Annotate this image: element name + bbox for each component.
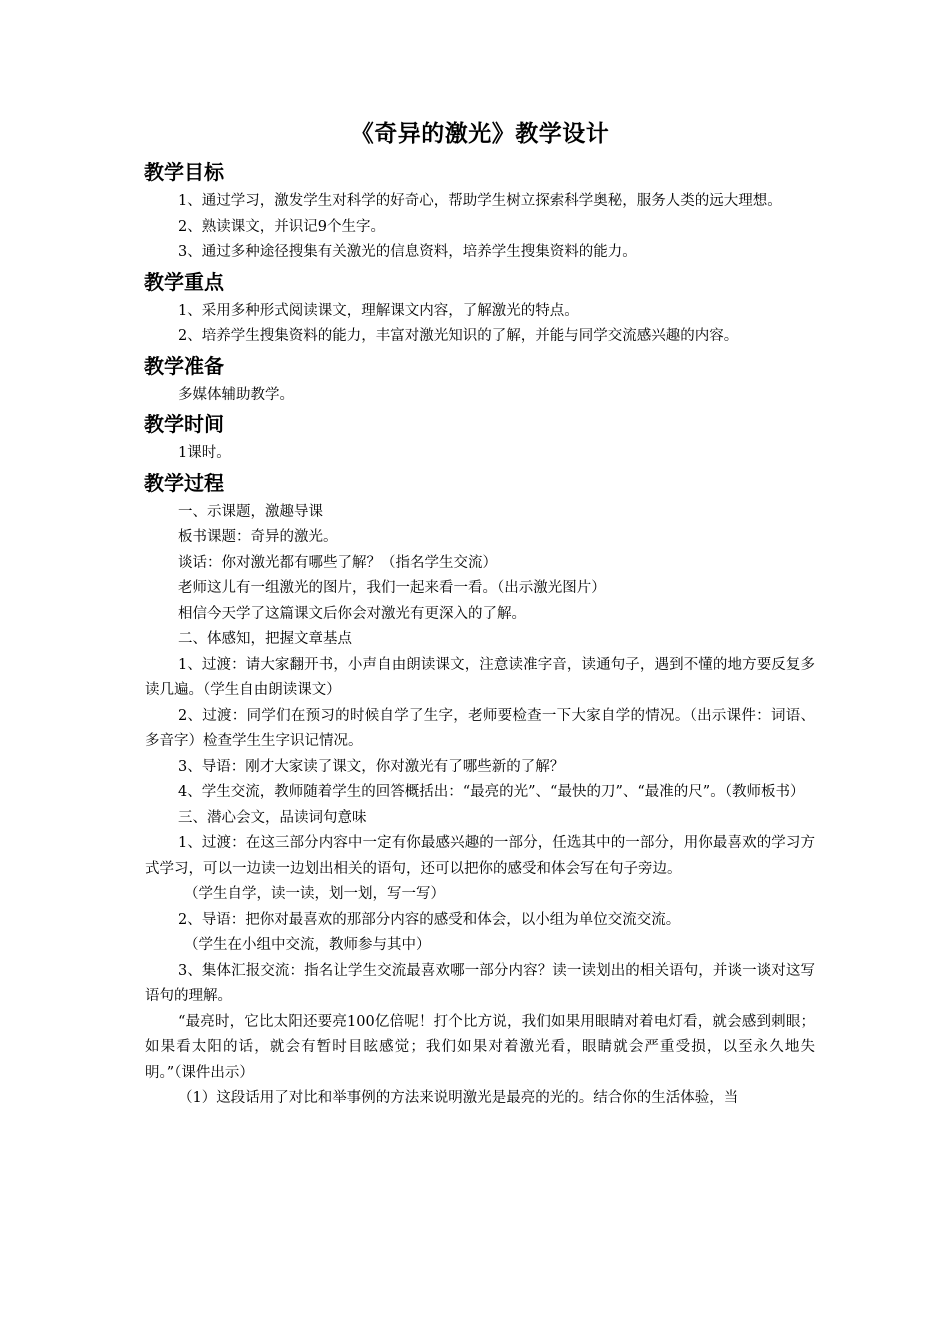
paragraph: 板书课题：奇异的激光。 (178, 529, 338, 545)
section-heading-process: 教学过程 (144, 470, 224, 495)
paragraph: 2、熟读课文，并识记9个生字。 (178, 218, 385, 235)
paragraph: （学生在小组中交流，教师参与其中） (184, 937, 431, 953)
paragraph: 3、通过多种途径搜集有关激光的信息资料，培养学生搜集资料的能力。 (178, 244, 637, 260)
document-page (145, 118, 815, 1112)
section-heading-goals: 教学目标 (144, 160, 224, 184)
paragraph: “最亮时，它比太阳还要亮100亿倍呢！打个比方说，我们如果用眼睛对着电灯看，就会感到刺眼；如果看太阳的话，就会有暂时目眩感觉；我们如果对着激光看，眼睛就会严重受损，以至永久地失明。”（课件出示） (145, 1013, 815, 1081)
paragraph: 3、导语：刚才大家读了课文，你对激光有了哪些新的了解？ (178, 758, 565, 775)
paragraph: 1、过渡：请大家翻开书，小声自由朗读课文，注意读准字音，读通句子，遇到不懂的地方要反复多读几遍。（学生自由朗读课文） (145, 656, 815, 698)
section-heading-time: 教学时间 (144, 412, 224, 436)
section-heading-key-points: 教学重点 (144, 269, 224, 294)
paragraph: 三、潜心会文，品读词句意味 (178, 809, 367, 826)
paragraph: 1、过渡：在这三部分内容中一定有你最感兴趣的一部分，任选其中的一部分，用你最喜欢的学习方式学习，可以一边读一边划出相关的语句，还可以把你的感受和体会写在句子旁边。 (145, 835, 815, 877)
paragraph: 1、采用多种形式阅读课文，理解课文内容，了解激光的特点。 (178, 302, 579, 319)
paragraph: 2、导语：把你对最喜欢的那部分内容的感受和体会，以小组为单位交流交流。 (178, 911, 681, 928)
section-heading-preparation: 教学准备 (144, 353, 224, 378)
paragraph: 2、培养学生搜集资料的能力，丰富对激光知识的了解，并能与同学交流感兴趣的内容。 (178, 328, 739, 344)
paragraph: 2、过渡：同学们在预习的时候自学了生字，老师要检查一下大家自学的情况。（出示课件：词语、多音字）检查学生生字识记情况。 (145, 707, 815, 749)
paragraph: 4、学生交流，教师随着学生的回答概括出：“最亮的光”、“最快的刀”、“最准的尺”。（教师板书） (178, 784, 805, 800)
paragraph: （1）这段话用了对比和举事例的方法来说明激光是最亮的光的。结合你的生活体验，当 (178, 1090, 739, 1106)
paragraph: 谈话：你对激光都有哪些了解？（指名学生交流） (178, 554, 497, 571)
paragraph: 1、通过学习，激发学生对科学的好奇心，帮助学生树立探索科学奥秘，服务人类的远大理想。 (178, 193, 782, 209)
paragraph: 相信今天学了这篇课文后你会对激光有更深入的了解。 (178, 605, 526, 622)
document-title: 《奇异的激光》教学设计 (350, 121, 610, 147)
paragraph: 老师这儿有一组激光的图片，我们一起来看一看。（出示激光图片） (178, 580, 606, 596)
paragraph: 二、体感知，把握文章基点 (178, 631, 352, 647)
paragraph: 一、示课题，激趣导课 (178, 503, 323, 520)
paragraph: （学生自学，读一读，划一划，写一写） (184, 886, 445, 902)
paragraph: 3、集体汇报交流：指名让学生交流最喜欢哪一部分内容？读一读划出的相关语句，并谈一谈对这写语句的理解。 (145, 962, 815, 1004)
paragraph: 多媒体辅助教学。 (178, 386, 294, 403)
paragraph: 1课时。 (178, 445, 231, 461)
